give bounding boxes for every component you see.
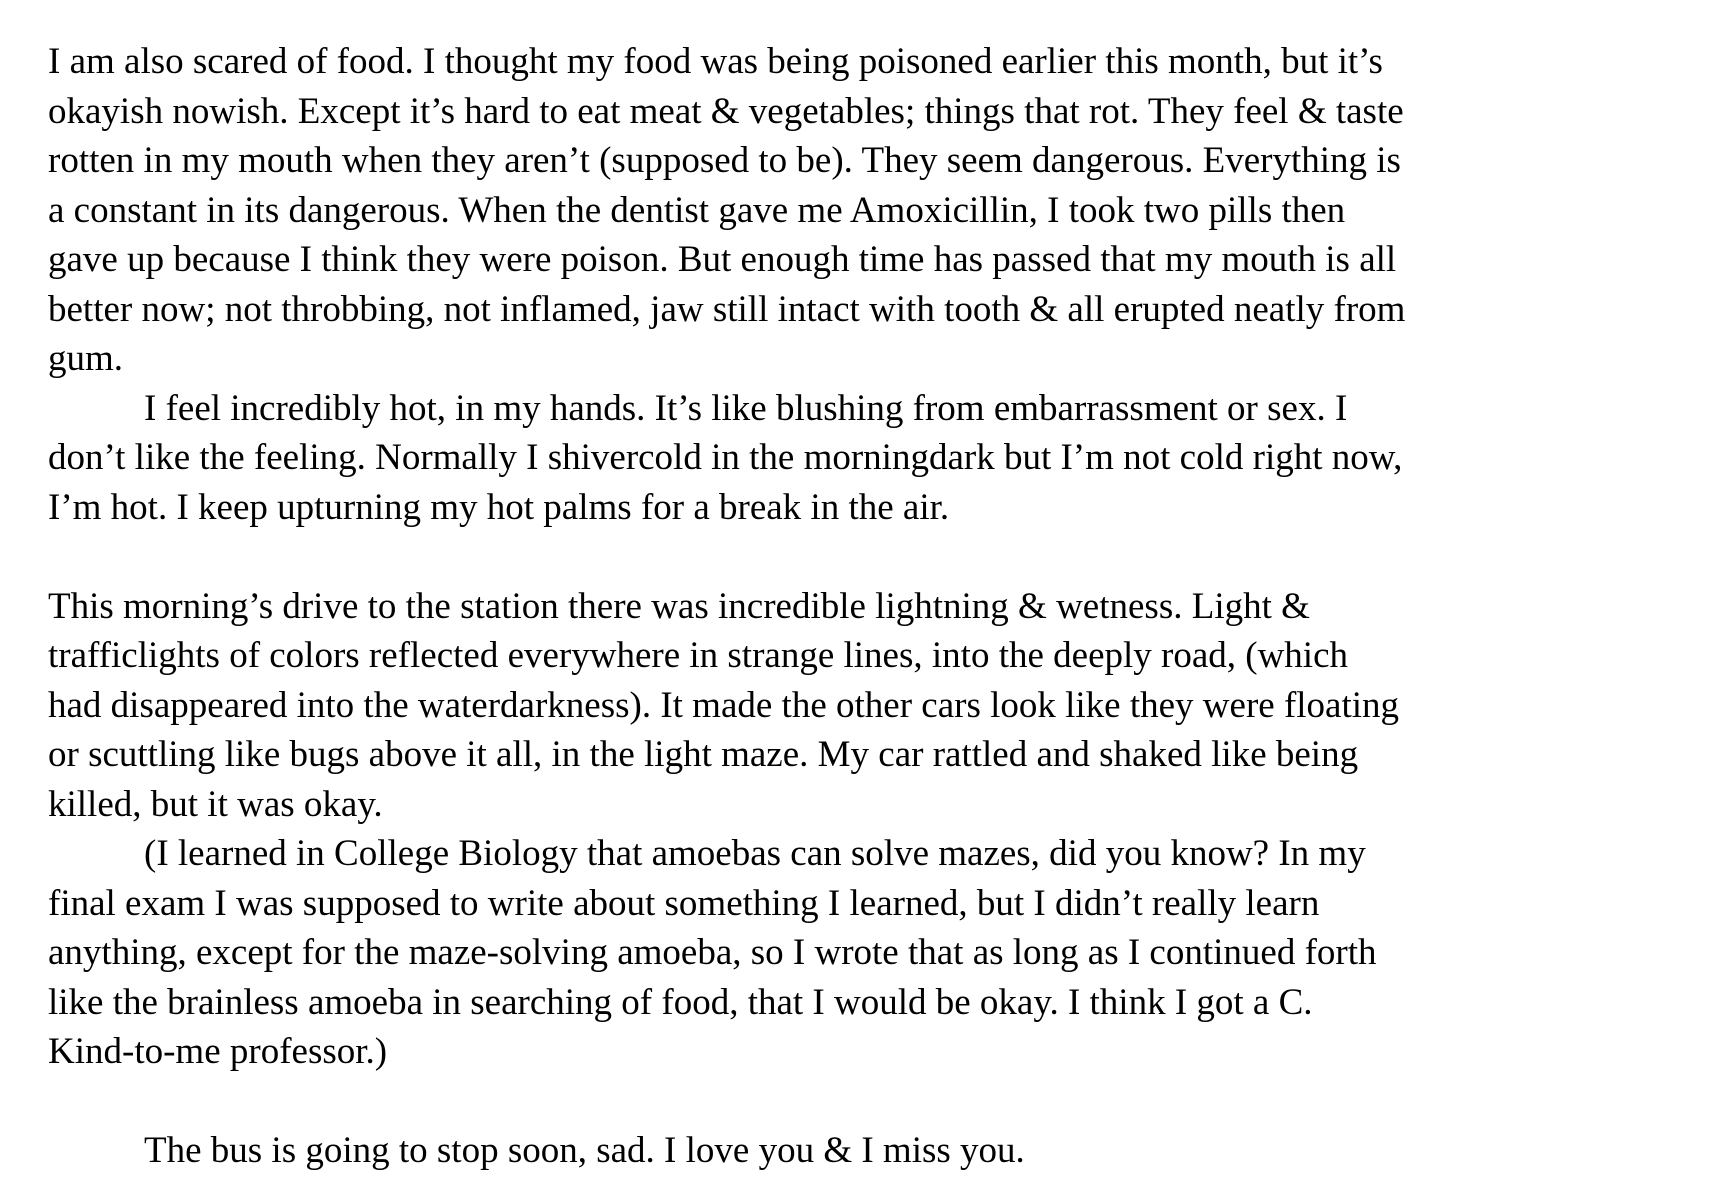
text-line: had disappeared into the waterdarkness). It made the other cars look like they were floating bbox=[48, 684, 1400, 726]
text-line: I’m hot. I keep upturning my hot palms for a break in the air. bbox=[48, 486, 950, 528]
text-line: okayish nowish. Except it’s hard to eat meat & vegetables; things that rot. They feel & taste bbox=[48, 90, 1404, 132]
text-line: gave up because I think they were poison. But enough time has passed that my mouth is all bbox=[48, 239, 1397, 280]
text-line: final exam I was supposed to write about something I learned, but I didn’t really learn bbox=[48, 882, 1320, 924]
text-line: trafficlights of colors reflected everywhere in strange lines, into the deeply road, (which bbox=[48, 635, 1349, 676]
text-line: better now; not throbbing, not inflamed, jaw still intact with tooth & all erupted neatly from bbox=[48, 288, 1406, 330]
text-line: Kind-to-me professor.) bbox=[48, 1031, 388, 1072]
text-line: like the brainless amoeba in searching of food, that I would be okay. I think I got a C. bbox=[48, 981, 1313, 1023]
document-body bbox=[48, 37, 1448, 1176]
text-line: anything, except for the maze-solving amoeba, so I wrote that as long as I continued forth bbox=[48, 932, 1377, 973]
text-line: This morning’s drive to the station there was incredible lightning & wetness. Light & bbox=[48, 585, 1310, 627]
paragraph-spacer bbox=[48, 1077, 1448, 1127]
text-line: killed, but it was okay. bbox=[48, 783, 383, 825]
paragraph-spacer bbox=[48, 532, 1448, 582]
text-line: rotten in my mouth when they aren’t (supposed to be). They seem dangerous. Everything is bbox=[48, 140, 1401, 181]
text-line: gum. bbox=[48, 338, 124, 379]
text-line-indented: (I learned in College Biology that amoebas can solve mazes, did you know? In my bbox=[144, 833, 1366, 874]
text-line: don’t like the feeling. Normally I shivercold in the morningdark but I’m not cold right now, bbox=[48, 437, 1403, 478]
text-line: or scuttling like bugs above it all, in the light maze. My car rattled and shaked like being bbox=[48, 734, 1359, 775]
text-line-indented: I feel incredibly hot, in my hands. It’s like blushing from embarrassment or sex. I bbox=[144, 387, 1348, 429]
text-line: I am also scared of food. I thought my food was being poisoned earlier this month, but it’s bbox=[48, 41, 1383, 82]
text-line: a constant in its dangerous. When the dentist gave me Amoxicillin, I took two pills then bbox=[48, 189, 1346, 231]
text-line-indented: The bus is going to stop soon, sad. I love you & I miss you. bbox=[144, 1130, 1025, 1171]
